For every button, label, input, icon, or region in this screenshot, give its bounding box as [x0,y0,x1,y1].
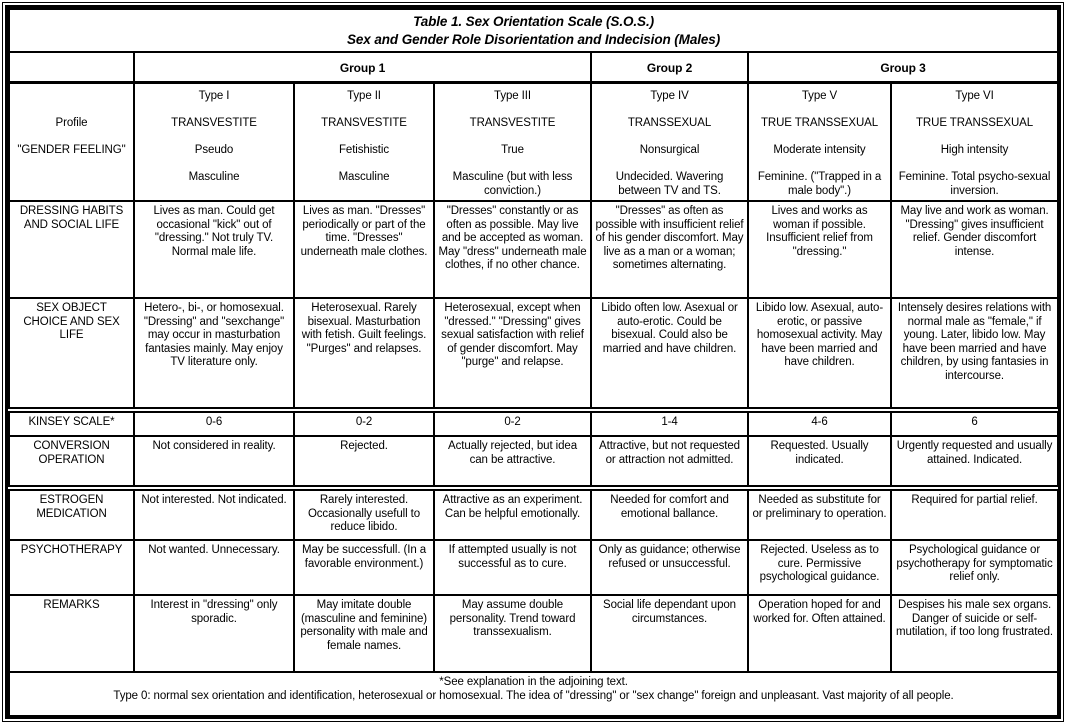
dressing-habits-row [9,201,1058,298]
cell-conversion-type-5: Requested. Usually indicated. [748,436,891,488]
type-feeling: Masculine [338,170,390,183]
estrogen-medication-row [9,488,1058,540]
cell-psychotherapy-type-4: Only as guidance; otherwise refused or unsuccessful. [591,540,748,595]
type-feeling: Masculine [188,170,240,183]
cell-sexobject-type-6: Intensely desires relations with normal male as "female," if young. Later, libido low. May have been married and have children, by using fantasies in intercourse. [891,298,1058,410]
profile-type-2 [294,82,434,201]
type-classification: TRANSVESTITE [171,116,257,129]
cell-dressing-type-1: Lives as man. Could get occasional "kick" out of "dressing." Not truly TV. Normal male life. [134,201,294,298]
sos-table [8,8,1059,717]
type-name: Type II [347,89,381,102]
conversion-operation-row [9,436,1058,488]
cell-dressing-type-6: May live and work as woman. "Dressing" gives insufficient relief. Gender discomfort intense. [891,201,1058,298]
group-3-header: Group 3 [748,52,1058,82]
footnote-asterisk: *See explanation in the adjoining text. [439,676,628,689]
cell-conversion-type-1: Not considered in reality. [134,436,294,488]
type-classification: TRANSVESTITE [321,116,407,129]
type-subtype: Pseudo [194,143,234,156]
cell-kinsey-type-4: 1-4 [591,410,748,436]
title-row [9,9,1058,52]
group-1-header: Group 1 [134,52,591,82]
type-feeling: Feminine. Total psycho-sexual inversion. [898,170,1051,197]
type-name: Type I [198,89,230,102]
footnote-type-0: Type 0: normal sex orientation and identification, heterosexual or homosexual. The idea of "dressing" or "sex change" foreign and unpleasant. Vast majority of all people. [113,689,954,702]
spacer [13,90,130,117]
type-name: Type VI [955,89,994,102]
cell-sexobject-type-1: Hetero-, bi-, or homosexual. "Dressing" and "sexchange" may occur in masturbation fantasies mainly. May enjoy TV literature only. [134,298,294,410]
cell-remarks-type-5: Operation hoped for and worked for. Often attained. [748,595,891,672]
cell-psychotherapy-type-1: Not wanted. Unnecessary. [134,540,294,595]
cell-dressing-type-2: Lives as man. "Dresses" periodically or part of the time. "Dresses" underneath male clothes. [294,201,434,298]
table-subtitle: Sex and Gender Role Disorientation and Indecision (Males) [346,32,721,48]
group-header-row [9,52,1058,82]
table-title: Table 1. Sex Orientation Scale (S.O.S.) [413,14,654,29]
cell-kinsey-type-1: 0-6 [134,410,294,436]
type-subtype: Moderate intensity [773,143,866,156]
type-subtype: High intensity [940,143,1009,156]
group-2-header: Group 2 [591,52,748,82]
cell-estrogen-type-3: Attractive as an experiment. Can be helpful emotionally. [434,488,591,540]
cell-conversion-type-4: Attractive, but not requested or attraction not admitted. [591,436,748,488]
type-feeling: Masculine (but with less conviction.) [452,170,573,197]
type-subtype: True [501,143,524,156]
footnote-row [9,672,1058,716]
cell-dressing-type-3: "Dresses" constantly or as often as possible. May live and be accepted as woman. May "dress" underneath male clothes, if no other chance. [434,201,591,298]
cell-conversion-type-6: Urgently requested and usually attained. Indicated. [891,436,1058,488]
type-name: Type IV [650,89,689,102]
cell-dressing-type-5: Lives and works as woman if possible. Insufficient relief from "dressing." [748,201,891,298]
cell-estrogen-type-2: Rarely interested. Occasionally usefull to reduce libido. [294,488,434,540]
cell-remarks-type-1: Interest in "dressing" only sporadic. [134,595,294,672]
profile-row [9,82,1058,201]
type-feeling: Undecided. Wavering between TV and TS. [615,170,724,197]
cell-remarks-type-2: May imitate double (masculine and feminine) personality with male and female names. [294,595,434,672]
cell-estrogen-type-5: Needed as substitute for or preliminary to operation. [748,488,891,540]
cell-psychotherapy-type-5: Rejected. Useless as to cure. Permissive psychological guidance. [748,540,891,595]
type-classification: TRUE TRANSSEXUAL [916,116,1034,129]
table-inner-border [5,5,1061,719]
profile-type-5 [748,82,891,201]
title-cell [9,9,1058,52]
row-label-dressing-habits: DRESSING HABITS AND SOCIAL LIFE [9,201,134,298]
row-label-estrogen-medication: ESTROGEN MEDICATION [9,488,134,540]
table-outer-border [2,2,1064,722]
cell-estrogen-type-6: Required for partial relief. [891,488,1058,540]
type-subtype: Nonsurgical [639,143,700,156]
cell-estrogen-type-4: Needed for comfort and emotional ballance. [591,488,748,540]
remarks-row [9,595,1058,672]
profile-type-6 [891,82,1058,201]
sex-object-row [9,298,1058,410]
row-label-conversion-operation: CONVERSION OPERATION [9,436,134,488]
cell-dressing-type-4: "Dresses" as often as possible with insufficient relief of his gender discomfort. May live as a man or a woman; sometimes alternating. [591,201,748,298]
cell-estrogen-type-1: Not interested. Not indicated. [134,488,294,540]
row-label-psychotherapy: PSYCHOTHERAPY [9,540,134,595]
type-classification: TRUE TRANSSEXUAL [760,116,879,129]
type-subtype: Fetishistic [338,143,390,156]
cell-sexobject-type-3: Heterosexual, except when "dressed." "Dressing" gives sexual satisfaction with relief of gender discomfort. May "purge" and relapse. [434,298,591,410]
type-name: Type V [801,89,838,102]
psychotherapy-row [9,540,1058,595]
cell-kinsey-type-3: 0-2 [434,410,591,436]
cell-remarks-type-3: May assume double personality. Trend toward transsexualism. [434,595,591,672]
cell-sexobject-type-5: Libido low. Asexual, auto-erotic, or passive homosexual activity. May have been married and have children. [748,298,891,410]
footnote-cell [9,672,1058,716]
row-label-kinsey-scale: KINSEY SCALE* [9,410,134,436]
cell-kinsey-type-2: 0-2 [294,410,434,436]
cell-sexobject-type-2: Heterosexual. Rarely bisexual. Masturbation with fetish. Guilt feelings. "Purges" and relapses. [294,298,434,410]
type-classification: TRANSSEXUAL [627,116,712,129]
type-classification: TRANSVESTITE [469,116,556,129]
kinsey-scale-row [9,410,1058,436]
corner-cell [9,52,134,82]
profile-type-3 [434,82,591,201]
row-label-remarks: REMARKS [9,595,134,672]
cell-kinsey-type-5: 4-6 [748,410,891,436]
type-feeling: Feminine. ("Trapped in a male body".) [757,170,882,197]
cell-remarks-type-6: Despises his male sex organs. Danger of suicide or self-mutilation, if too long frustrated. [891,595,1058,672]
cell-kinsey-type-6: 6 [891,410,1058,436]
cell-psychotherapy-type-6: Psychological guidance or psychotherapy for symptomatic relief only. [891,540,1058,595]
cell-psychotherapy-type-2: May be successfull. (In a favorable environment.) [294,540,434,595]
cell-conversion-type-3: Actually rejected, but idea can be attractive. [434,436,591,488]
cell-sexobject-type-4: Libido often low. Asexual or auto-erotic. Could be bisexual. Could also be married and have children. [591,298,748,410]
row-label-sex-object: SEX OBJECT CHOICE AND SEX LIFE [9,298,134,410]
type-name: Type III [494,89,531,102]
cell-remarks-type-4: Social life dependant upon circumstances. [591,595,748,672]
profile-type-4 [591,82,748,201]
gender-feeling-label: "GENDER FEELING" [17,143,126,156]
profile-label: Profile [55,116,88,129]
cell-conversion-type-2: Rejected. [294,436,434,488]
profile-type-1 [134,82,294,201]
cell-psychotherapy-type-3: If attempted usually is not successful as to cure. [434,540,591,595]
row-label-profile [9,82,134,201]
